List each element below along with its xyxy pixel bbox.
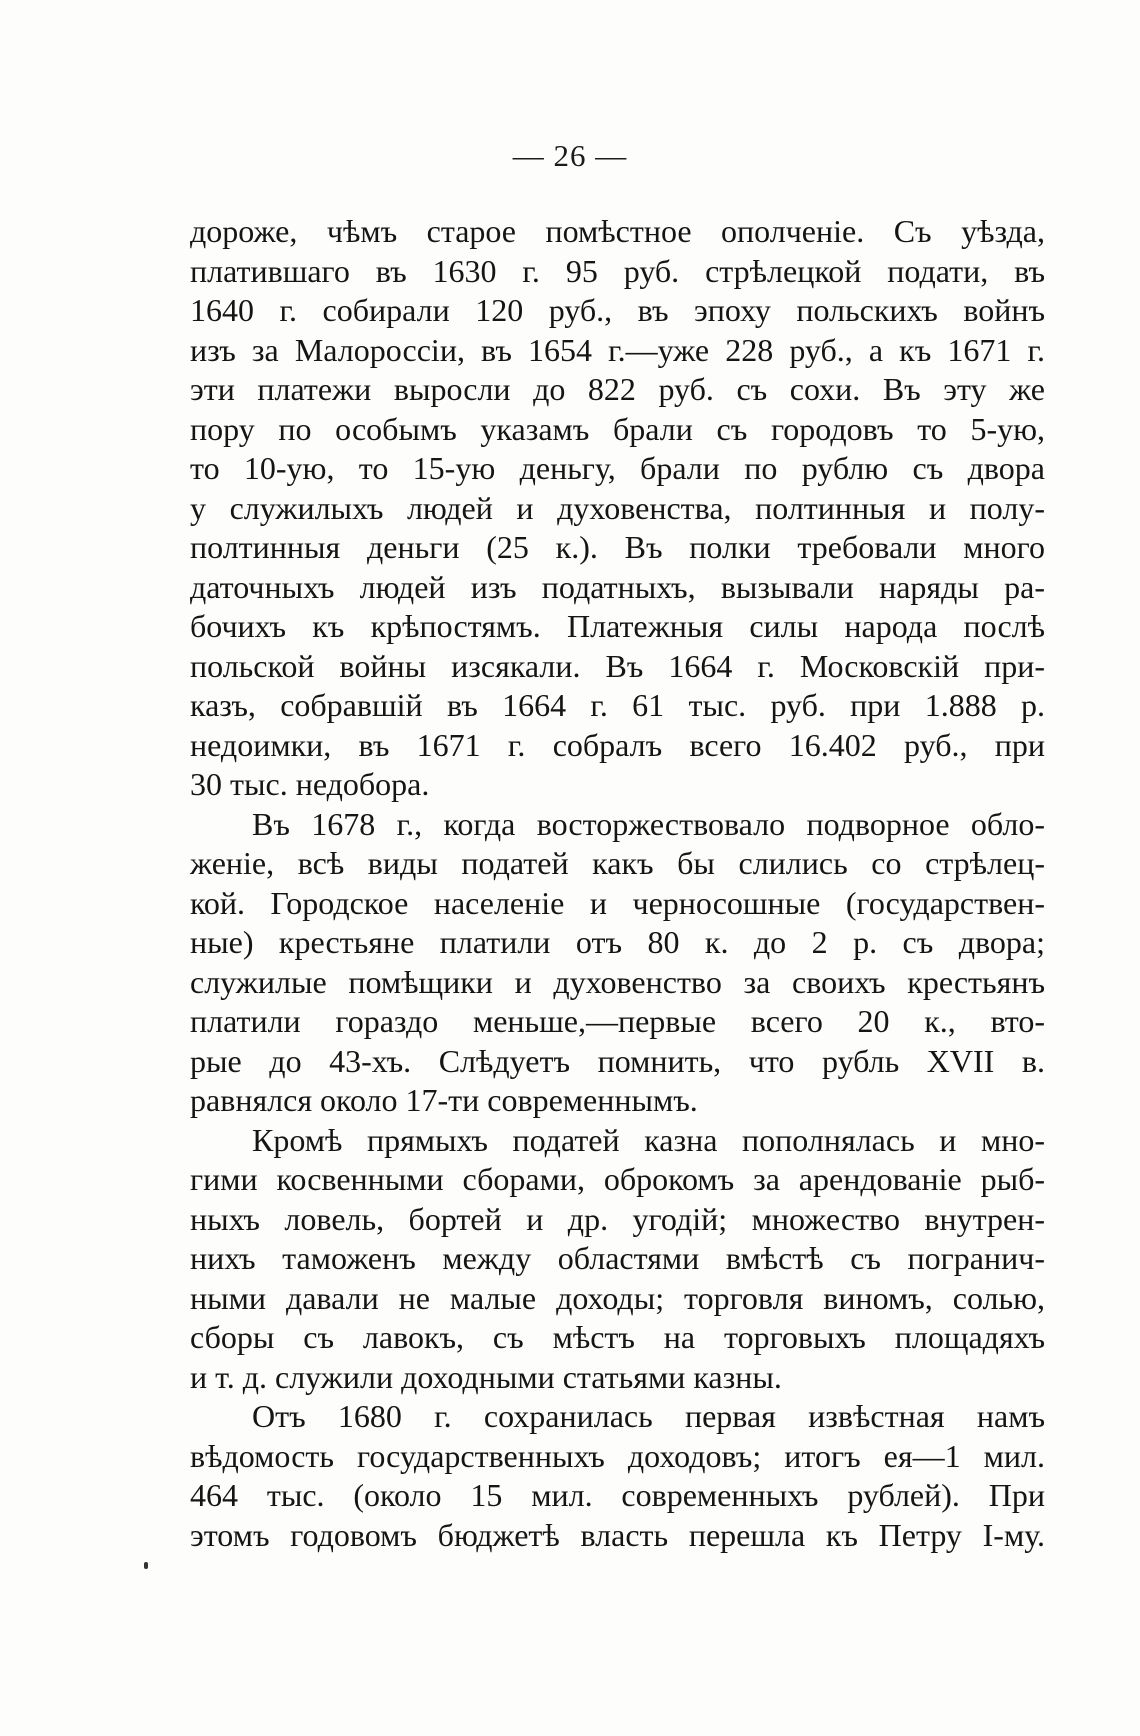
text-line: 30 тыс. недобора. [190,766,430,802]
text-line: казъ, собравшій въ 1664 г. 61 тыс. руб. при 1.888 р. [190,687,1045,723]
paragraph-2 [190,805,1045,1121]
text-line: у служилыхъ людей и духовенства, полтинныя и полу- [190,489,1045,526]
text-line: этомъ годовомъ бюджетѣ власть перешла къ Петру І-му. [190,1516,1045,1553]
paragraph-3 [190,1121,1045,1398]
text-line: ныхъ ловель, бортей и др. угодій; множество внутрен- [190,1200,1045,1237]
text-line: платившаго въ 1630 г. 95 руб. стрѣлецкой подати, въ [190,252,1045,289]
text-line: гими косвенными сборами, оброкомъ за арендованіе рыб- [190,1161,1045,1197]
text-line: ные) крестьяне платили отъ 80 к. до 2 р. съ двора; [190,924,1045,960]
text-line: рые до 43-хъ. Слѣдуетъ помнить, что рубль XVII в. [190,1042,1045,1079]
text-line: кой. Городское населеніе и черносошные (государствен- [190,884,1045,921]
paragraph-4 [190,1397,1045,1555]
text-line: 1640 г. собирали 120 руб., въ эпоху польскихъ войнъ [190,292,1045,328]
text-line: сборы съ лавокъ, съ мѣстъ на торговыхъ площадяхъ [190,1319,1045,1355]
text-line: служилые помѣщики и духовенство за своихъ крестьянъ [190,963,1045,1000]
text-line: и т. д. служили доходными статьями казны. [190,1358,782,1395]
text-line: полтинныя деньги (25 к.). Въ полки требовали много [190,529,1045,565]
text-line: платили гораздо меньше,—первые всего 20 к., вто- [190,1003,1045,1039]
text-line: Кромѣ прямыхъ податей казна пополнялась и мно- [252,1121,1045,1158]
paragraph-1 [190,212,1045,805]
text-line: бочихъ къ крѣпостямъ. Платежныя силы народа послѣ [190,608,1045,644]
text-line: женіе, всѣ виды податей какъ бы слились со стрѣлец- [190,845,1045,881]
text-line: вѣдомость государственныхъ доходовъ; итогъ ея—1 мил. [190,1437,1045,1474]
text-line: Отъ 1680 г. сохранилась первая извѣстная намъ [252,1398,1045,1434]
text-line: недоимки, въ 1671 г. собралъ всего 16.402 руб., при [190,726,1045,763]
text-line: эти платежи выросли до 822 руб. съ сохи. Въ эту же [190,371,1045,407]
text-line: нихъ таможенъ между областями вмѣстѣ съ погранич- [190,1240,1045,1276]
body-text [190,212,1045,1555]
page-number: — 26 — [512,138,628,173]
text-line: пору по особымъ указамъ брали съ городовъ то 5-ую, [190,410,1045,447]
text-line: даточныхъ людей изъ податныхъ, вызывали наряды ра- [190,568,1045,605]
text-line: польской войны изсякали. Въ 1664 г. Московскій при- [190,647,1045,684]
text-line: изъ за Малороссіи, въ 1654 г.—уже 228 руб., а къ 1671 г. [190,331,1045,368]
text-line: ными давали не малые доходы; торговля виномъ, солью, [190,1279,1045,1316]
text-line: то 10-ую, то 15-ую деньгу, брали по рублю съ двора [190,450,1045,486]
ink-speck [144,1562,148,1569]
text-line: дороже, чѣмъ старое помѣстное ополченіе. Съ уѣзда, [190,213,1045,249]
text-line: равнялся около 17-ти современнымъ. [190,1082,698,1118]
text-line: 464 тыс. (около 15 мил. современныхъ рублей). При [190,1477,1045,1513]
text-line: Въ 1678 г., когда восторжествовало подворное обло- [252,805,1045,842]
